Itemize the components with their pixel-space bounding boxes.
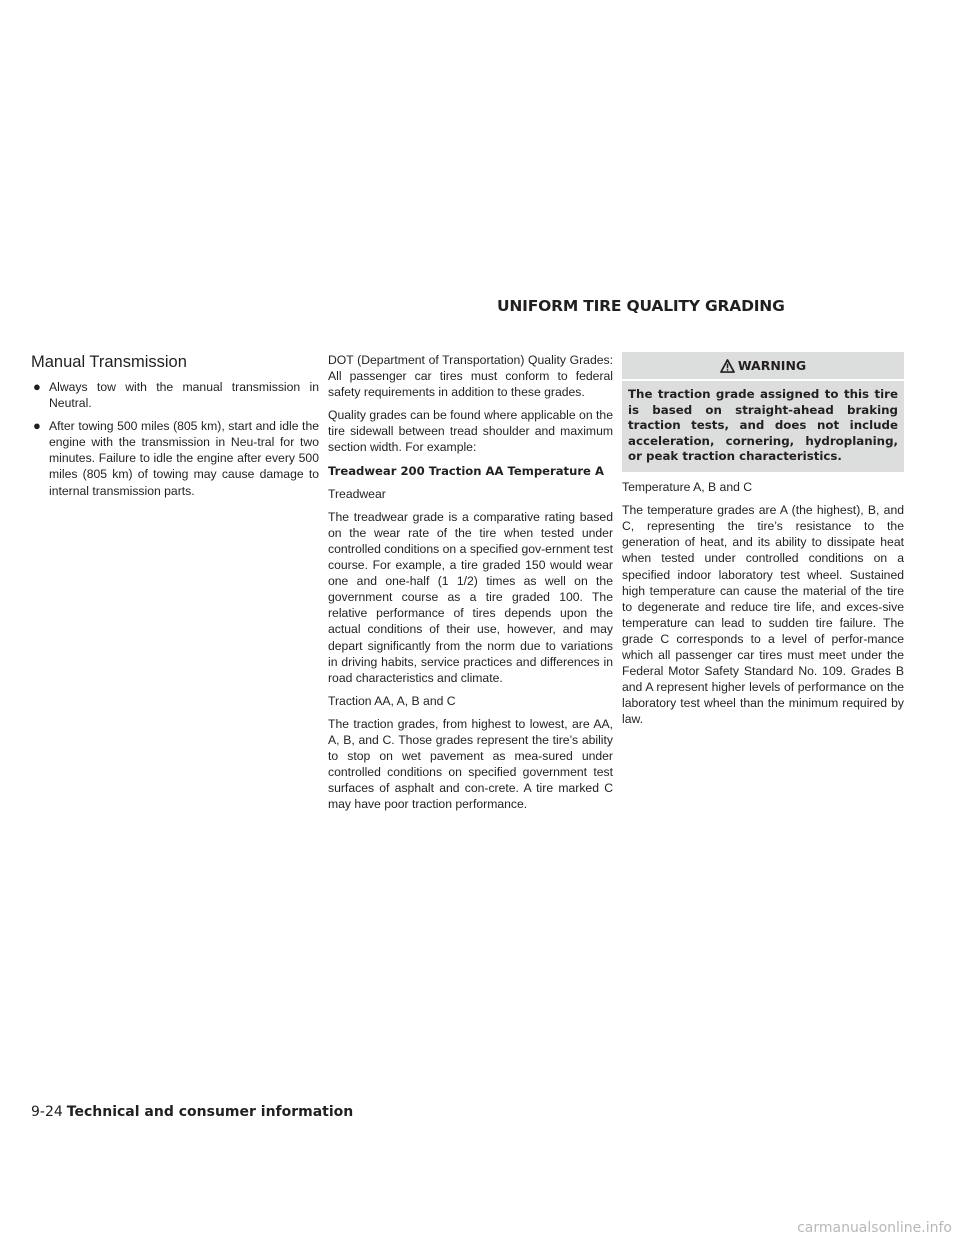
warning-triangle-icon <box>720 359 735 373</box>
page-footer <box>31 1104 353 1120</box>
page-number: 9-24 <box>31 1104 63 1120</box>
warning-box <box>622 352 904 472</box>
warning-title <box>622 352 904 381</box>
watermark-text: carmanualsonline.info <box>797 1220 952 1236</box>
traction-paragraph: The traction grades, from highest to lowest, are AA, A, B, and C. Those grades represent the tire’s ability to stop on wet pavement as mea-sured under controlled conditions on specified government test surfaces of asphalt and con-crete. A tire marked C may have poor traction performance. <box>328 716 613 812</box>
column-middle <box>328 352 613 819</box>
warning-label: WARNING <box>737 358 807 373</box>
list-item <box>31 379 319 411</box>
warning-text: The traction grade assigned to this tire is based on straight-ahead braking traction tests, and does not include acceleration, cornering, hydroplaning, or peak traction characteristics. <box>628 387 898 464</box>
temperature-paragraph: The temperature grades are A (the highest), B, and C, representing the tire’s resistance to the generation of heat, and its ability to dissipate heat when tested under controlled conditions on a specified indoor laboratory test wheel. Sustained high temperature can cause the material of the tire to degenerate and reduce tire life, and exces-sive temperature can lead to sudden tire failure. The grade C corresponds to a level of perfor-mance which all passenger car tires must meet under the Federal Motor Safety Standard No. 109. Grades B and A represent higher levels of performance on the laboratory test wheel than the minimum required by law. <box>622 503 904 727</box>
treadwear-heading: Treadwear <box>328 486 386 501</box>
chapter-title: Technical and consumer information <box>66 1104 354 1120</box>
traction-heading: Traction AA, A, B and C <box>328 693 456 708</box>
treadwear-paragraph: The treadwear grade is a comparative rating based on the wear rate of the tire when tested under controlled conditions on a specified gov-ernment test course. For example, a tire graded 150 would wear one and one-half (1 1/2) times as well on the government course as a tire graded 100. The relative performance of tires depends upon the actual conditions of their use, however, and may depart significantly from the norm due to variations in driving habits, service practices and differences in road characteristics and climate. <box>328 509 613 685</box>
bullet-icon: ● <box>33 418 41 434</box>
bullet-icon: ● <box>33 379 41 394</box>
dot-intro-paragraph: DOT (Department of Transportation) Quality Grades: All passenger car tires must conform to federal safety requirements in addition to these grades. <box>328 353 613 400</box>
towing-bullet-list <box>31 379 319 499</box>
section-heading: UNIFORM TIRE QUALITY GRADING <box>497 297 785 315</box>
quality-grades-location-paragraph: Quality grades can be found where applicable on the tire sidewall between tread shoulder and maximum section width. For example: <box>328 408 613 455</box>
temperature-heading: Temperature A, B and C <box>622 480 753 495</box>
column-left <box>31 352 319 506</box>
bullet-text: After towing 500 miles (805 km), start and idle the engine with the transmission in Neu-tral for two minutes. Failure to idle the engine after every 500 miles (805 km) of towing may cause damage to internal transmission parts. <box>49 419 319 498</box>
grade-example: Treadwear 200 Traction AA Temperature A <box>328 463 604 478</box>
manual-transmission-heading: Manual Transmission <box>31 353 187 371</box>
column-right <box>622 352 904 734</box>
bullet-text: Always tow with the manual transmission in Neutral. <box>49 380 319 411</box>
list-item <box>31 418 319 498</box>
